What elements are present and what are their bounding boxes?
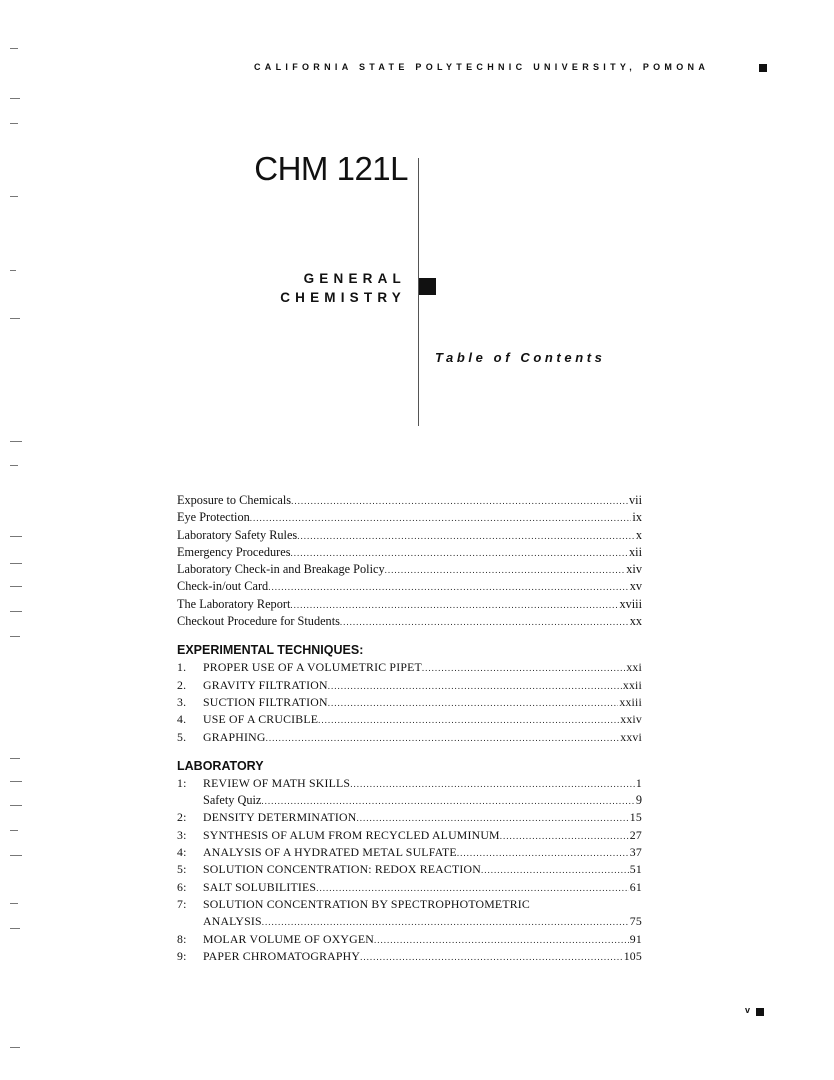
toc-entry[interactable] <box>177 792 642 809</box>
entry-title: Check-in/out Card <box>177 579 269 594</box>
entry-title: REVIEW OF MATH SKILLS <box>203 775 351 790</box>
header-square-mark <box>759 64 767 72</box>
toc-entry[interactable] <box>177 659 642 676</box>
toc-entry[interactable] <box>177 596 642 613</box>
entry-title: SOLUTION CONCENTRATION: REDOX REACTION <box>203 862 481 877</box>
entry-number: 5: <box>177 862 187 877</box>
entry-page: xxi <box>626 660 642 675</box>
entry-page: xiv <box>626 562 642 577</box>
university-header: CALIFORNIA STATE POLYTECHNIC UNIVERSITY, POMONA <box>254 62 710 72</box>
toc-entry[interactable] <box>177 896 642 913</box>
entry-number: 4: <box>177 845 187 860</box>
entry-page: 61 <box>629 879 642 894</box>
toc-entry[interactable] <box>177 527 642 544</box>
techniques-list <box>177 659 642 745</box>
entry-page: 9 <box>635 793 642 808</box>
toc-entry[interactable] <box>177 578 642 595</box>
toc-entry[interactable] <box>177 948 642 965</box>
entry-page: 105 <box>623 948 642 963</box>
entry-number: 7: <box>177 896 187 911</box>
entry-page: xx <box>629 614 642 629</box>
laboratory-heading: LABORATORY <box>177 758 264 773</box>
entry-page: xviii <box>619 596 642 611</box>
entry-title: Eye Protection <box>177 510 250 525</box>
page-number-square-mark <box>756 1008 764 1016</box>
entry-number: 1. <box>177 660 187 675</box>
entry-page: xv <box>629 579 642 594</box>
entry-page: 37 <box>629 845 642 860</box>
entry-page: 91 <box>629 931 642 946</box>
toc-entry[interactable] <box>177 694 642 711</box>
subject-line-2: CHEMISTRY <box>280 290 406 305</box>
entry-number: 5. <box>177 729 187 744</box>
front-matter-list <box>177 492 642 630</box>
entry-number: 2. <box>177 677 187 692</box>
toc-entry[interactable] <box>177 827 642 844</box>
toc-entry[interactable] <box>177 844 642 861</box>
entry-title: Exposure to Chemicals <box>177 493 292 507</box>
toc-entry[interactable] <box>177 729 642 746</box>
entry-number: 1: <box>177 775 187 790</box>
entry-page: xii <box>629 544 642 559</box>
entry-title: SUCTION FILTRATION <box>203 694 328 709</box>
entry-number: 3: <box>177 827 187 842</box>
entry-number: 2: <box>177 810 187 825</box>
toc-entry[interactable] <box>177 613 642 630</box>
toc-entry[interactable] <box>177 913 642 930</box>
block-square-mark <box>419 278 436 295</box>
entry-title: ANALYSIS <box>203 914 262 929</box>
entry-title: SOLUTION CONCENTRATION BY SPECTROPHOTOMETRIC <box>203 896 531 911</box>
entry-page: 51 <box>629 862 642 877</box>
entry-number: 8: <box>177 931 187 946</box>
toc-entry[interactable] <box>177 809 642 826</box>
entry-number: 4. <box>177 712 187 727</box>
techniques-heading: EXPERIMENTAL TECHNIQUES: <box>177 643 364 658</box>
table-of-contents <box>177 492 642 965</box>
entry-title: GRAPHING <box>203 729 266 744</box>
entry-title: SALT SOLUBILITIES <box>203 879 317 894</box>
toc-entry[interactable] <box>177 861 642 878</box>
entry-title: GRAVITY FILTRATION <box>203 677 328 692</box>
entry-page: vii <box>629 493 642 507</box>
entry-title: Checkout Procedure for Students <box>177 614 340 629</box>
entry-title: ANALYSIS OF A HYDRATED METAL SULFATE <box>203 845 457 860</box>
toc-entry[interactable] <box>177 509 642 526</box>
entry-title: MOLAR VOLUME OF OXYGEN <box>203 931 374 946</box>
entry-page: ix <box>632 510 642 525</box>
margin-tick-marks <box>0 0 30 1080</box>
toc-entry[interactable] <box>177 544 642 561</box>
entry-page: 15 <box>629 810 642 825</box>
entry-page: x <box>635 527 642 542</box>
toc-entry[interactable] <box>177 931 642 948</box>
entry-title: SYNTHESIS OF ALUM FROM RECYCLED ALUMINUM <box>203 827 500 842</box>
entry-title: Laboratory Safety Rules <box>177 527 298 542</box>
subject-line-1: GENERAL <box>303 271 406 286</box>
toc-entry[interactable] <box>177 492 642 509</box>
toc-entry[interactable] <box>177 677 642 694</box>
entry-title: PAPER CHROMATOGRAPHY <box>203 948 361 963</box>
entry-page: 75 <box>629 914 642 929</box>
entry-title: Emergency Procedures <box>177 544 291 559</box>
entry-page: 1 <box>635 775 642 790</box>
entry-title: Safety Quiz <box>203 793 262 808</box>
entry-title: USE OF A CRUCIBLE <box>203 712 319 727</box>
entry-number: 3. <box>177 694 187 709</box>
entry-number: 9: <box>177 948 187 963</box>
entry-page: xxii <box>622 677 642 692</box>
course-code: CHM 121L <box>254 150 408 187</box>
entry-title: The Laboratory Report <box>177 596 291 611</box>
toc-entry[interactable] <box>177 775 642 792</box>
toc-entry[interactable] <box>177 561 642 578</box>
entry-title: DENSITY DETERMINATION <box>203 810 357 825</box>
toc-entry[interactable] <box>177 879 642 896</box>
entry-title: PROPER USE OF A VOLUMETRIC PIPET <box>203 660 422 675</box>
laboratory-list <box>177 775 642 965</box>
entry-page: xxvi <box>620 729 642 744</box>
entry-page: xxiv <box>620 712 642 727</box>
toc-title: Table of Contents <box>435 350 606 365</box>
entry-number: 6: <box>177 879 187 894</box>
entry-title: Laboratory Check-in and Breakage Policy <box>177 562 385 577</box>
toc-entry[interactable] <box>177 711 642 728</box>
entry-page: 27 <box>629 827 642 842</box>
page-number: v <box>745 1005 751 1015</box>
entry-page: xxiii <box>619 694 642 709</box>
